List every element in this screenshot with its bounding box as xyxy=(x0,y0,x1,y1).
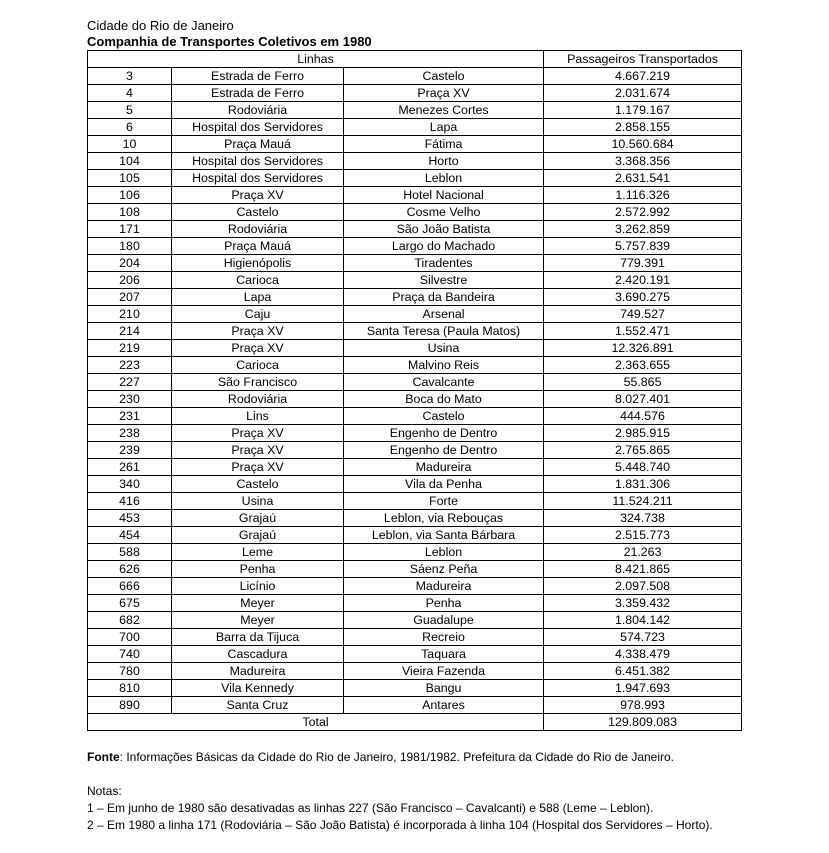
origin-cell: Praça XV xyxy=(172,425,344,442)
destination-cell: Praça da Bandeira xyxy=(344,289,544,306)
line-number-cell: 740 xyxy=(88,646,172,663)
line-number-cell: 675 xyxy=(88,595,172,612)
passengers-cell: 978.993 xyxy=(544,697,742,714)
table-row xyxy=(88,663,742,680)
destination-cell: Silvestre xyxy=(344,272,544,289)
passengers-cell: 2.572.992 xyxy=(544,204,742,221)
origin-cell: Leme xyxy=(172,544,344,561)
destination-cell: Vieira Fazenda xyxy=(344,663,544,680)
table-title: Companhia de Transportes Coletivos em 1980 xyxy=(87,34,372,49)
table-row xyxy=(88,510,742,527)
destination-cell: Tiradentes xyxy=(344,255,544,272)
passengers-cell: 2.631.541 xyxy=(544,170,742,187)
origin-cell: Carioca xyxy=(172,272,344,289)
table-row xyxy=(88,476,742,493)
table-row xyxy=(88,238,742,255)
destination-cell: Praça XV xyxy=(344,85,544,102)
origin-cell: Meyer xyxy=(172,595,344,612)
table-row xyxy=(88,646,742,663)
destination-cell: Guadalupe xyxy=(344,612,544,629)
line-number-cell: 238 xyxy=(88,425,172,442)
destination-cell: Engenho de Dentro xyxy=(344,425,544,442)
passengers-cell: 11.524.211 xyxy=(544,493,742,510)
passengers-cell: 5.448.740 xyxy=(544,459,742,476)
destination-cell: Largo do Machado xyxy=(344,238,544,255)
destination-cell: Cosme Velho xyxy=(344,204,544,221)
notes-block xyxy=(87,783,817,834)
origin-cell: Praça Mauá xyxy=(172,136,344,153)
passengers-cell: 444.576 xyxy=(544,408,742,425)
origin-cell: Caju xyxy=(172,306,344,323)
origin-cell: Hospital dos Servidores xyxy=(172,170,344,187)
table-row xyxy=(88,612,742,629)
line-number-cell: 780 xyxy=(88,663,172,680)
line-number-cell: 261 xyxy=(88,459,172,476)
table-row xyxy=(88,629,742,646)
destination-cell: Madureira xyxy=(344,578,544,595)
passengers-cell: 1.552.471 xyxy=(544,323,742,340)
origin-cell: Castelo xyxy=(172,204,344,221)
line-number-cell: 3 xyxy=(88,68,172,85)
line-number-cell: 890 xyxy=(88,697,172,714)
passengers-cell: 8.421.865 xyxy=(544,561,742,578)
passengers-cell: 8.027.401 xyxy=(544,391,742,408)
passengers-cell: 749.527 xyxy=(544,306,742,323)
line-number-cell: 626 xyxy=(88,561,172,578)
passengers-cell: 1.179.167 xyxy=(544,102,742,119)
passengers-cell: 2.985.915 xyxy=(544,425,742,442)
table-row xyxy=(88,187,742,204)
table-row xyxy=(88,357,742,374)
passengers-cell: 2.420.191 xyxy=(544,272,742,289)
table-row xyxy=(88,255,742,272)
origin-cell: Hospital dos Servidores xyxy=(172,119,344,136)
line-number-cell: 588 xyxy=(88,544,172,561)
table-row xyxy=(88,68,742,85)
total-row xyxy=(88,714,742,731)
passengers-cell: 6.451.382 xyxy=(544,663,742,680)
table-row xyxy=(88,340,742,357)
origin-cell: Grajaú xyxy=(172,527,344,544)
destination-cell: Malvino Reis xyxy=(344,357,544,374)
destination-cell: Santa Teresa (Paula Matos) xyxy=(344,323,544,340)
passengers-cell: 55.865 xyxy=(544,374,742,391)
line-number-cell: 207 xyxy=(88,289,172,306)
passengers-cell: 10.560.684 xyxy=(544,136,742,153)
passengers-cell: 5.757.839 xyxy=(544,238,742,255)
table-row xyxy=(88,527,742,544)
table-row xyxy=(88,493,742,510)
line-number-cell: 105 xyxy=(88,170,172,187)
origin-cell: Praça XV xyxy=(172,340,344,357)
line-number-cell: 5 xyxy=(88,102,172,119)
origin-cell: Estrada de Ferro xyxy=(172,85,344,102)
total-label: Total xyxy=(88,714,544,731)
destination-cell: São João Batista xyxy=(344,221,544,238)
line-number-cell: 180 xyxy=(88,238,172,255)
table-row xyxy=(88,544,742,561)
passengers-cell: 2.097.508 xyxy=(544,578,742,595)
origin-cell: Lapa xyxy=(172,289,344,306)
origin-cell: Praça XV xyxy=(172,459,344,476)
destination-cell: Madureira xyxy=(344,459,544,476)
table-header-row xyxy=(88,51,742,68)
origin-cell: Praça Mauá xyxy=(172,238,344,255)
note-item: 1 – Em junho de 1980 são desativadas as linhas 227 (São Francisco – Cavalcanti) e 588 (Leme – Leblon). xyxy=(87,801,654,815)
line-number-cell: 206 xyxy=(88,272,172,289)
passengers-cell: 3.690.275 xyxy=(544,289,742,306)
origin-cell: Usina xyxy=(172,493,344,510)
line-number-cell: 700 xyxy=(88,629,172,646)
destination-cell: Forte xyxy=(344,493,544,510)
fonte-text: : Informações Básicas da Cidade do Rio de Janeiro, 1981/1982. Prefeitura da Cidade do Rio de Janeiro. xyxy=(119,750,675,764)
table-row xyxy=(88,425,742,442)
line-number-cell: 666 xyxy=(88,578,172,595)
destination-cell: Antares xyxy=(344,697,544,714)
origin-cell: Vila Kennedy xyxy=(172,680,344,697)
line-number-cell: 104 xyxy=(88,153,172,170)
line-number-cell: 416 xyxy=(88,493,172,510)
line-number-cell: 810 xyxy=(88,680,172,697)
table-row xyxy=(88,85,742,102)
table-row xyxy=(88,442,742,459)
origin-cell: Cascadura xyxy=(172,646,344,663)
line-number-cell: 453 xyxy=(88,510,172,527)
line-number-cell: 171 xyxy=(88,221,172,238)
total-value: 129.809.083 xyxy=(544,714,742,731)
passengers-cell: 4.338.479 xyxy=(544,646,742,663)
line-number-cell: 223 xyxy=(88,357,172,374)
destination-cell: Arsenal xyxy=(344,306,544,323)
table-row xyxy=(88,306,742,323)
destination-cell: Boca do Mato xyxy=(344,391,544,408)
origin-cell: Lins xyxy=(172,408,344,425)
line-number-cell: 340 xyxy=(88,476,172,493)
destination-cell: Fátima xyxy=(344,136,544,153)
destination-cell: Lapa xyxy=(344,119,544,136)
table-row xyxy=(88,221,742,238)
document xyxy=(87,17,747,731)
origin-cell: Penha xyxy=(172,561,344,578)
table-row xyxy=(88,272,742,289)
table-row xyxy=(88,595,742,612)
passengers-cell: 2.765.865 xyxy=(544,442,742,459)
line-number-cell: 231 xyxy=(88,408,172,425)
destination-cell: Castelo xyxy=(344,408,544,425)
passengers-cell: 574.723 xyxy=(544,629,742,646)
destination-cell: Castelo xyxy=(344,68,544,85)
destination-cell: Recreio xyxy=(344,629,544,646)
destination-cell: Menezes Cortes xyxy=(344,102,544,119)
line-number-cell: 219 xyxy=(88,340,172,357)
passengers-cell: 3.368.356 xyxy=(544,153,742,170)
table-row xyxy=(88,680,742,697)
line-number-cell: 682 xyxy=(88,612,172,629)
origin-cell: Rodoviária xyxy=(172,221,344,238)
origin-cell: Praça XV xyxy=(172,187,344,204)
line-number-cell: 454 xyxy=(88,527,172,544)
origin-cell: Meyer xyxy=(172,612,344,629)
passengers-cell: 1.947.693 xyxy=(544,680,742,697)
table-row xyxy=(88,561,742,578)
table-row xyxy=(88,153,742,170)
destination-cell: Leblon, via Rebouças xyxy=(344,510,544,527)
line-number-cell: 106 xyxy=(88,187,172,204)
table-row xyxy=(88,391,742,408)
destination-cell: Vila da Penha xyxy=(344,476,544,493)
origin-cell: São Francisco xyxy=(172,374,344,391)
destination-cell: Leblon xyxy=(344,170,544,187)
notes-title: Notas: xyxy=(87,784,122,798)
destination-cell: Cavalcante xyxy=(344,374,544,391)
passengers-cell: 4.667.219 xyxy=(544,68,742,85)
passengers-cell: 779.391 xyxy=(544,255,742,272)
destination-cell: Horto xyxy=(344,153,544,170)
destination-cell: Penha xyxy=(344,595,544,612)
line-number-cell: 204 xyxy=(88,255,172,272)
destination-cell: Engenho de Dentro xyxy=(344,442,544,459)
city-heading: Cidade do Rio de Janeiro xyxy=(87,18,234,33)
passengers-cell: 1.831.306 xyxy=(544,476,742,493)
table-row xyxy=(88,459,742,476)
passengers-cell: 324.738 xyxy=(544,510,742,527)
line-number-cell: 214 xyxy=(88,323,172,340)
destination-cell: Usina xyxy=(344,340,544,357)
origin-cell: Castelo xyxy=(172,476,344,493)
table-row xyxy=(88,136,742,153)
destination-cell: Taquara xyxy=(344,646,544,663)
passengers-cell: 3.262.859 xyxy=(544,221,742,238)
origin-cell: Estrada de Ferro xyxy=(172,68,344,85)
table-row xyxy=(88,102,742,119)
passengers-cell: 1.116.326 xyxy=(544,187,742,204)
line-number-cell: 239 xyxy=(88,442,172,459)
origin-cell: Barra da Tijuca xyxy=(172,629,344,646)
origin-cell: Grajaú xyxy=(172,510,344,527)
origin-cell: Rodoviária xyxy=(172,391,344,408)
table-body xyxy=(88,68,742,714)
passengers-cell: 2.858.155 xyxy=(544,119,742,136)
line-number-cell: 108 xyxy=(88,204,172,221)
destination-cell: Leblon xyxy=(344,544,544,561)
origin-cell: Madureira xyxy=(172,663,344,680)
table-row xyxy=(88,119,742,136)
lines-table xyxy=(87,50,742,731)
origin-cell: Praça XV xyxy=(172,323,344,340)
line-number-cell: 4 xyxy=(88,85,172,102)
passengers-cell: 21.263 xyxy=(544,544,742,561)
table-row xyxy=(88,408,742,425)
table-row xyxy=(88,697,742,714)
origin-cell: Higienópolis xyxy=(172,255,344,272)
line-number-cell: 227 xyxy=(88,374,172,391)
passengers-cell: 2.031.674 xyxy=(544,85,742,102)
passengers-cell: 1.804.142 xyxy=(544,612,742,629)
passengers-cell: 2.363.655 xyxy=(544,357,742,374)
origin-cell: Santa Cruz xyxy=(172,697,344,714)
destination-cell: Hotel Nacional xyxy=(344,187,544,204)
table-row xyxy=(88,289,742,306)
header-linhas: Linhas xyxy=(88,51,544,68)
passengers-cell: 3.359.432 xyxy=(544,595,742,612)
table-row xyxy=(88,204,742,221)
table-row xyxy=(88,170,742,187)
destination-cell: Leblon, via Santa Bárbara xyxy=(344,527,544,544)
table-row xyxy=(88,578,742,595)
source-note xyxy=(87,749,787,766)
origin-cell: Praça XV xyxy=(172,442,344,459)
origin-cell: Hospital dos Servidores xyxy=(172,153,344,170)
destination-cell: Sáenz Peña xyxy=(344,561,544,578)
passengers-cell: 12.326.891 xyxy=(544,340,742,357)
line-number-cell: 230 xyxy=(88,391,172,408)
destination-cell: Bangu xyxy=(344,680,544,697)
origin-cell: Carioca xyxy=(172,357,344,374)
fonte-label: Fonte xyxy=(87,750,120,764)
table-row xyxy=(88,323,742,340)
note-item: 2 – Em 1980 a linha 171 (Rodoviária – São João Batista) é incorporada à linha 104 (Hospital dos Servidores – Horto). xyxy=(87,818,713,832)
origin-cell: Licínio xyxy=(172,578,344,595)
line-number-cell: 210 xyxy=(88,306,172,323)
table-row xyxy=(88,374,742,391)
passengers-cell: 2.515.773 xyxy=(544,527,742,544)
line-number-cell: 10 xyxy=(88,136,172,153)
line-number-cell: 6 xyxy=(88,119,172,136)
header-passageiros: Passageiros Transportados xyxy=(544,51,742,68)
origin-cell: Rodoviária xyxy=(172,102,344,119)
